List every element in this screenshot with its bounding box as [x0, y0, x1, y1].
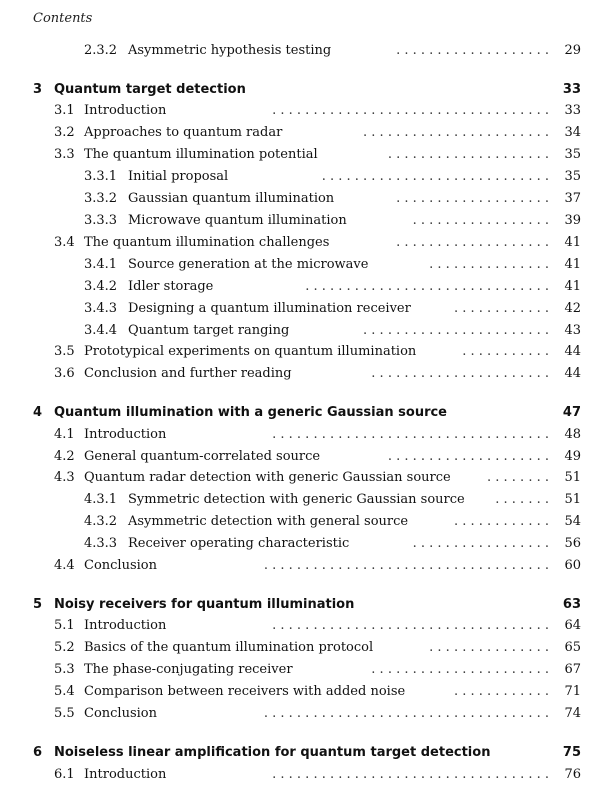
toc-entry-number: 3.2 [54, 125, 75, 140]
toc-entry-number: 3.3.1 [84, 169, 118, 184]
toc-entry-row[interactable] [0, 211, 605, 231]
toc-entry-row[interactable] [0, 660, 605, 680]
toc-leader-dots: . . . . . . . . . . . . . . . . . . . . . . . . . . . . . . . . . . [272, 427, 549, 442]
toc-entry-title: Microwave quantum illumination [128, 213, 347, 228]
toc-entry-title: Asymmetric detection with general source [128, 514, 409, 529]
toc-entry-number: 3.4 [54, 235, 75, 250]
toc-entry-title: Noisy receivers for quantum illumination [54, 597, 355, 612]
toc-leader-dots: . . . . . . . . . . . . [453, 684, 549, 699]
toc-entry-page: 56 [564, 536, 581, 551]
toc-entry-page: 35 [564, 169, 581, 184]
toc-entry-row[interactable] [0, 616, 605, 636]
toc-entry-page: 49 [564, 449, 581, 464]
toc-entry-page: 37 [564, 191, 581, 206]
toc-entry-number: 3 [33, 82, 43, 97]
toc-entry-number: 4 [33, 405, 43, 420]
toc-entry-number: 5 [33, 597, 43, 612]
toc-entry-page: 54 [564, 514, 581, 529]
toc-entry-title: Noiseless linear amplification for quantum target detection [54, 745, 491, 760]
toc-entry-page: 42 [564, 301, 581, 316]
toc-entry-number: 3.5 [54, 344, 75, 359]
toc-entry-row[interactable] [0, 638, 605, 658]
toc-leader-dots: . . . . . . . . . . . . . . . . . . . . [387, 449, 549, 464]
toc-entry-row[interactable] [0, 167, 605, 187]
toc-entry-number: 3.4.3 [84, 301, 118, 316]
toc-entry-number: 5.4 [54, 684, 75, 699]
toc-entry-row[interactable] [0, 255, 605, 275]
toc-entry-title: Quantum target ranging [128, 323, 290, 338]
toc-entry-title: The quantum illumination potential [84, 147, 318, 162]
toc-entry-title: Gaussian quantum illumination [128, 191, 335, 206]
toc-entry-row[interactable] [0, 682, 605, 702]
toc-entry-number: 5.5 [54, 706, 75, 721]
toc-entry-title: Idler storage [128, 279, 214, 294]
toc-entry-page: 51 [564, 470, 581, 485]
toc-entry-row[interactable] [0, 145, 605, 165]
toc-entry-row[interactable] [0, 765, 605, 785]
toc-leader-dots: . . . . . . . . . . . . . . . . . [412, 536, 549, 551]
toc-entry-title: Conclusion and further reading [84, 366, 292, 381]
toc-entry-number: 4.1 [54, 427, 75, 442]
toc-entry-row[interactable] [0, 556, 605, 576]
toc-entry-row[interactable] [0, 233, 605, 253]
toc-entry-number: 3.3 [54, 147, 75, 162]
toc-entry-number: 4.3.3 [84, 536, 118, 551]
toc-entry-page: 64 [564, 618, 581, 633]
toc-entry-row[interactable] [0, 123, 605, 143]
toc-entry-page: 65 [564, 640, 581, 655]
toc-entry-page: 41 [564, 279, 581, 294]
toc-entry-page: 39 [564, 213, 581, 228]
toc-entry-number: 4.3 [54, 470, 75, 485]
toc-entry-number: 5.3 [54, 662, 75, 677]
toc-leader-dots: . . . . . . . . . . . . . . . . . . . [396, 235, 549, 250]
toc-entry-row[interactable] [0, 534, 605, 554]
toc-entry-page: 51 [564, 492, 581, 507]
toc-leader-dots: . . . . . . . . [487, 470, 549, 485]
toc-entry-page: 63 [562, 597, 581, 612]
toc-entry-row[interactable] [0, 189, 605, 209]
toc-leader-dots: . . . . . . . . . . . . . . . . . . . . . . . . . . . . . . [305, 279, 549, 294]
toc-chapter-row[interactable] [0, 403, 605, 423]
toc-entry-page: 44 [564, 344, 581, 359]
toc-entry-title: The phase-conjugating receiver [84, 662, 293, 677]
toc-entry-title: Basics of the quantum illumination protocol [84, 640, 374, 655]
toc-leader-dots: . . . . . . . . . . . . . . . . . . . [396, 191, 549, 206]
toc-entry-page: 41 [564, 235, 581, 250]
toc-entry-page: 41 [564, 257, 581, 272]
toc-entry-number: 3.6 [54, 366, 75, 381]
toc-entry-page: 43 [564, 323, 581, 338]
toc-entry-title: Receiver operating characteristic [128, 536, 350, 551]
toc-leader-dots: . . . . . . . . . . . . . . . [429, 257, 549, 272]
toc-entry-title: Initial proposal [128, 169, 229, 184]
toc-entry-row[interactable] [0, 490, 605, 510]
toc-entry-title: Conclusion [84, 706, 157, 721]
toc-entry-page: 47 [562, 405, 581, 420]
toc-leader-dots: . . . . . . . . . . . . . . . . . . . . . . . [363, 323, 549, 338]
toc-entry-row[interactable] [0, 364, 605, 384]
toc-entry-title: The quantum illumination challenges [84, 235, 330, 250]
toc-entry-page: 29 [564, 43, 581, 58]
toc-entry-number: 4.4 [54, 558, 75, 573]
toc-entry-row[interactable] [0, 277, 605, 297]
toc-leader-dots: . . . . . . . . . . . . [453, 301, 549, 316]
toc-entry-page: 75 [562, 745, 581, 760]
toc-entry-title: Introduction [84, 103, 167, 118]
toc-entry-page: 44 [564, 366, 581, 381]
toc-entry-page: 67 [564, 662, 581, 677]
toc-leader-dots: . . . . . . . . . . . . . . . . . . . . . . [371, 662, 549, 677]
toc-entry-page: 74 [564, 706, 581, 721]
toc-entry-number: 3.3.2 [84, 191, 118, 206]
toc-entry-row[interactable] [0, 447, 605, 467]
toc-entry-page: 35 [564, 147, 581, 162]
toc-chapter-row[interactable] [0, 743, 605, 763]
toc-entry-title: Quantum radar detection with generic Gaussian source [84, 470, 451, 485]
toc-chapter-row[interactable] [0, 80, 605, 100]
toc-leader-dots: . . . . . . . . . . . [462, 344, 549, 359]
toc-entry-title: Introduction [84, 618, 167, 633]
toc-leader-dots: . . . . . . . . . . . . . . . . . [412, 213, 549, 228]
toc-entry-number: 4.3.2 [84, 514, 118, 529]
toc-entry-title: Designing a quantum illumination receiver [128, 301, 411, 316]
toc-leader-dots: . . . . . . . . . . . . [453, 514, 549, 529]
toc-entry-page: 76 [564, 767, 581, 782]
toc-entry-title: Quantum illumination with a generic Gaussian source [54, 405, 448, 420]
toc-leader-dots: . . . . . . . . . . . . . . . . . . . . . . . [363, 125, 549, 140]
toc-entry-number: 5.2 [54, 640, 75, 655]
toc-entry-row[interactable] [0, 299, 605, 319]
toc-entry-number: 5.1 [54, 618, 75, 633]
toc-entry-row[interactable] [0, 101, 605, 121]
toc-entry-number: 4.3.1 [84, 492, 118, 507]
toc-entry-title: Asymmetric hypothesis testing [128, 43, 332, 58]
toc-entry-number: 4.2 [54, 449, 75, 464]
toc-entry-row[interactable] [0, 41, 605, 61]
toc-entry-row[interactable] [0, 425, 605, 445]
toc-entry-title: Comparison between receivers with added noise [84, 684, 406, 699]
toc-leader-dots: . . . . . . . . . . . . . . . . . . . . . . . . . . . . . . . . . . . [263, 706, 549, 721]
toc-entry-page: 33 [564, 103, 581, 118]
toc-entry-row[interactable] [0, 468, 605, 488]
running-head: Contents [33, 11, 93, 26]
toc-leader-dots: . . . . . . . . . . . . . . . . . . . . [387, 147, 549, 162]
toc-entry-number: 3.4.1 [84, 257, 118, 272]
toc-leader-dots: . . . . . . . . . . . . . . . . . . . . . . [371, 366, 549, 381]
toc-entry-number: 6 [33, 745, 43, 760]
toc-leader-dots: . . . . . . . . . . . . . . . . . . . . . . . . . . . . . . . . . . [272, 767, 549, 782]
toc-entry-title: Introduction [84, 767, 167, 782]
toc-entry-page: 60 [564, 558, 581, 573]
toc-entry-number: 3.1 [54, 103, 75, 118]
toc-leader-dots: . . . . . . . . . . . . . . . . . . . . . . . . . . . . [321, 169, 549, 184]
toc-entry-row[interactable] [0, 512, 605, 532]
toc-entry-page: 33 [562, 82, 581, 97]
toc-leader-dots: . . . . . . . [495, 492, 549, 507]
toc-entry-title: Quantum target detection [54, 82, 246, 97]
toc-entry-number: 3.4.4 [84, 323, 118, 338]
toc-entry-number: 6.1 [54, 767, 75, 782]
toc-entry-title: Symmetric detection with generic Gaussian source [128, 492, 465, 507]
toc-entry-title: Approaches to quantum radar [84, 125, 283, 140]
toc-entry-row[interactable] [0, 321, 605, 341]
toc-entry-number: 2.3.2 [84, 43, 118, 58]
toc-leader-dots: . . . . . . . . . . . . . . . . . . . . . . . . . . . . . . . . . . [272, 618, 549, 633]
toc-entry-row[interactable] [0, 704, 605, 724]
toc-entry-title: Conclusion [84, 558, 157, 573]
toc-chapter-row[interactable] [0, 595, 605, 615]
toc-entry-row[interactable] [0, 342, 605, 362]
toc-entry-title: Prototypical experiments on quantum illumination [84, 344, 417, 359]
toc-leader-dots: . . . . . . . . . . . . . . . . . . . . . . . . . . . . . . . . . . . [263, 558, 549, 573]
toc-entry-number: 3.3.3 [84, 213, 118, 228]
toc-entry-page: 34 [564, 125, 581, 140]
toc-leader-dots: . . . . . . . . . . . . . . . . . . . . . . . . . . . . . . . . . . [272, 103, 549, 118]
toc-entry-title: Source generation at the microwave [128, 257, 369, 272]
toc-entry-page: 48 [564, 427, 581, 442]
toc-leader-dots: . . . . . . . . . . . . . . . . . . . [396, 43, 549, 58]
toc-leader-dots: . . . . . . . . . . . . . . . [429, 640, 549, 655]
toc-entry-title: General quantum-correlated source [84, 449, 321, 464]
toc-entry-number: 3.4.2 [84, 279, 118, 294]
toc-entry-title: Introduction [84, 427, 167, 442]
toc-entry-page: 71 [564, 684, 581, 699]
